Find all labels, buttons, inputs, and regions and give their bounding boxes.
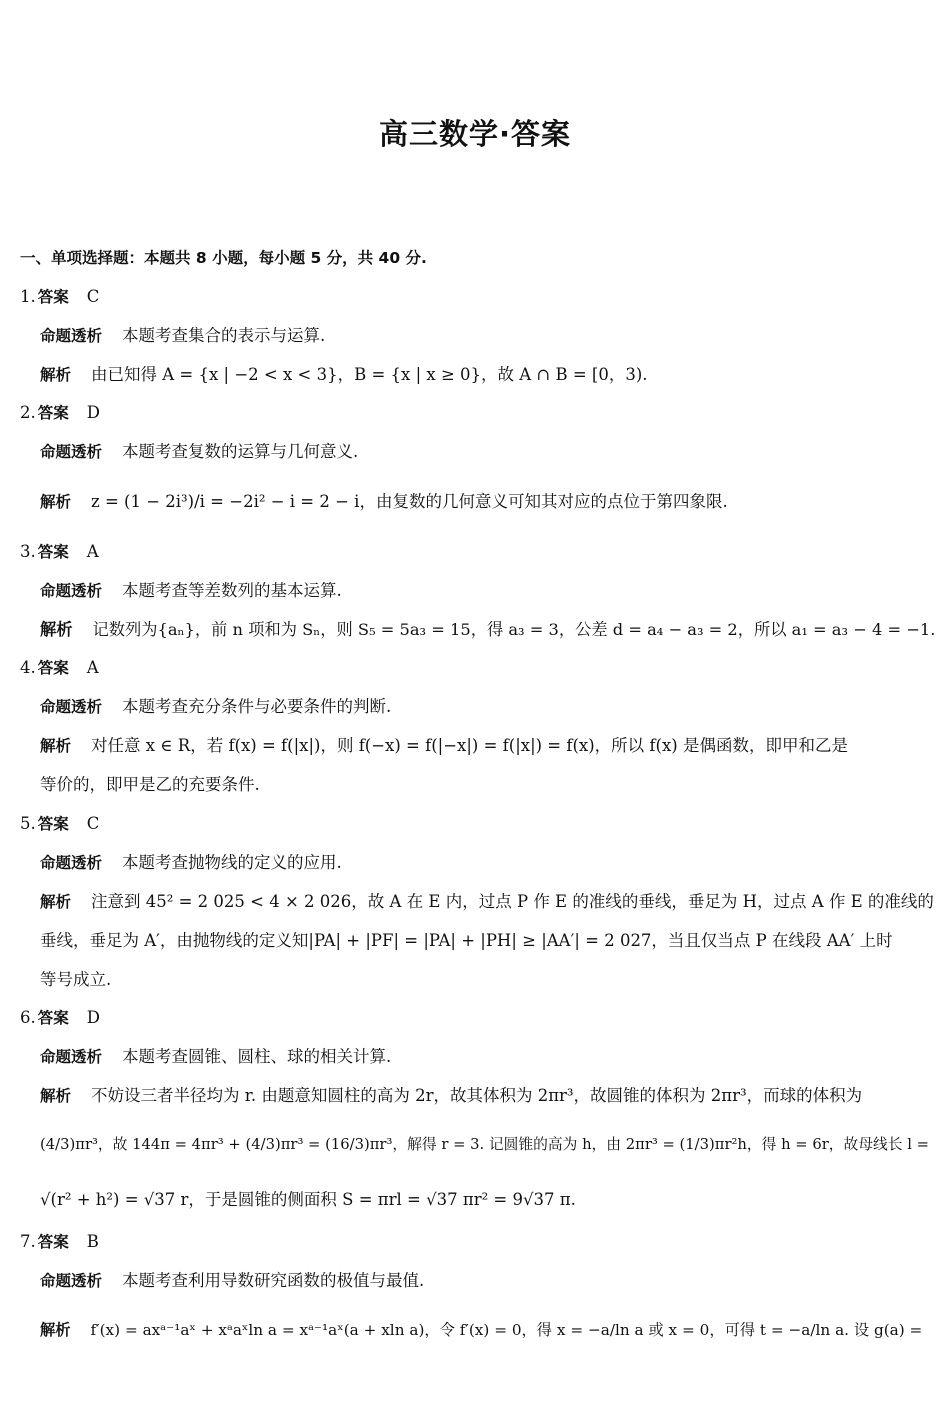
- question-number: 2.: [20, 403, 36, 422]
- question-3-intent: [40, 579, 342, 603]
- intent-label: 命题透析: [40, 698, 103, 716]
- analysis-text: 注意到 45² = 2 025 < 4 × 2 026，故 A 在 E 内，过点 P 作 E 的准线的垂线，垂足为 H，过点 A 作 E 的准线的: [91, 892, 934, 911]
- answer-value: D: [86, 403, 100, 422]
- question-5-intent: [40, 851, 342, 875]
- question-7-intent: [40, 1269, 424, 1293]
- answer-label: 答案: [37, 404, 69, 422]
- question-number: 1.: [20, 287, 36, 306]
- intent-text: 本题考查充分条件与必要条件的判断.: [122, 697, 392, 716]
- question-6-analysis-continued: √(r² + h²) = √37 r，于是圆锥的侧面积 S = πrl = √37 πr² = 9√37 π.: [40, 1190, 576, 1209]
- answer-label: 答案: [37, 659, 69, 677]
- question-5-answer-line: [20, 812, 99, 836]
- question-2-analysis: [40, 490, 728, 514]
- question-4-intent: [40, 695, 391, 719]
- question-5-analysis-continued: 等号成立.: [40, 970, 112, 989]
- question-4-analysis: [40, 734, 848, 758]
- analysis-label: 解析: [40, 493, 72, 511]
- answer-value: C: [86, 287, 100, 306]
- question-1-answer-line: [20, 285, 99, 309]
- intent-text: 本题考查等差数列的基本运算.: [122, 581, 342, 600]
- page-cut-off-region: [0, 1312, 950, 1338]
- question-1-intent: [40, 324, 325, 348]
- answer-label: 答案: [37, 1009, 69, 1027]
- intent-label: 命题透析: [40, 582, 103, 600]
- question-number: 3.: [20, 542, 36, 561]
- analysis-label: 解析: [40, 1321, 71, 1338]
- question-3-answer-line: [20, 540, 99, 564]
- section-heading: 一、单项选择题：本题共 8 小题，每小题 5 分，共 40 分.: [20, 249, 427, 267]
- intent-label: 命题透析: [40, 1272, 103, 1290]
- intent-text: 本题考查利用导数研究函数的极值与最值.: [122, 1271, 425, 1290]
- answer-value: D: [86, 1008, 100, 1027]
- analysis-text: f′(x) = axᵃ⁻¹aˣ + xᵃaˣln a = xᵃ⁻¹aˣ(a + xln a)，令 f′(x) = 0，得 x = −a/ln a 或 x = 0，可得 t = −a/ln a. 设 g(a) =: [90, 1321, 923, 1338]
- question-4-analysis-continued: 等价的，即甲是乙的充要条件.: [40, 775, 260, 794]
- analysis-text: 记数列为{aₙ}，前 n 项和为 Sₙ，则 S₅ = 5a₃ = 15，得 a₃ = 3，公差 d = a₄ − a₃ = 2，所以 a₁ = a₃ − 4 = −1.: [92, 620, 936, 639]
- question-5-analysis-continued: 垂线，垂足为 A′，由抛物线的定义知|PA| + |PF| = |PA| + |PH| ≥ |AA′| = 2 027，当且仅当点 P 在线段 AA′ 上时: [40, 931, 893, 950]
- question-6-answer-line: [20, 1006, 100, 1030]
- intent-text: 本题考查集合的表示与运算.: [122, 326, 326, 345]
- intent-text: 本题考查复数的运算与几何意义.: [122, 442, 359, 461]
- question-3-analysis: [40, 618, 935, 642]
- question-7-analysis: [40, 1318, 922, 1338]
- intent-text: 本题考查圆锥、圆柱、球的相关计算.: [122, 1047, 392, 1066]
- answer-label: 答案: [37, 543, 69, 561]
- question-7-answer-line: [20, 1230, 99, 1254]
- intent-text: 本题考查抛物线的定义的应用.: [122, 853, 342, 872]
- answer-value: A: [86, 658, 99, 677]
- question-6-intent: [40, 1045, 391, 1069]
- question-5-analysis: [40, 890, 934, 914]
- question-4-answer-line: [20, 656, 99, 680]
- question-6-analysis: [40, 1084, 862, 1108]
- answer-label: 答案: [37, 1233, 69, 1251]
- analysis-text: z = (1 − 2i³)/i = −2i² − i = 2 − i，由复数的几何意义可知其对应的点位于第四象限.: [91, 492, 728, 511]
- question-6-analysis-continued: (4/3)πr³，故 144π = 4πr³ + (4/3)πr³ = (16/3)πr³，解得 r = 3. 记圆锥的高为 h，由 2πr³ = (1/3)πr²h，得 h = 6r，故母线长 l =: [40, 1136, 929, 1153]
- answer-label: 答案: [37, 288, 69, 306]
- analysis-label: 解析: [40, 620, 73, 639]
- question-number: 6.: [20, 1008, 36, 1027]
- question-number: 4.: [20, 658, 36, 677]
- intent-label: 命题透析: [40, 443, 103, 461]
- page-title: 高三数学·答案: [378, 117, 572, 151]
- analysis-label: 解析: [40, 737, 72, 755]
- analysis-label: 解析: [40, 893, 72, 911]
- analysis-label: 解析: [40, 1087, 72, 1105]
- analysis-text: 对任意 x ∈ R，若 f(x) = f(|x|)，则 f(−x) = f(|−x|) = f(|x|) = f(x)，所以 f(x) 是偶函数，即甲和乙是: [91, 736, 848, 755]
- analysis-label: 解析: [40, 366, 72, 384]
- intent-label: 命题透析: [40, 1048, 103, 1066]
- question-number: 7.: [20, 1232, 36, 1251]
- analysis-text: 由已知得 A = {x | −2 < x < 3}，B = {x | x ≥ 0}，故 A ∩ B = [0，3).: [91, 365, 648, 384]
- answer-value: B: [86, 1232, 99, 1251]
- answer-value: C: [86, 814, 100, 833]
- analysis-text: 不妨设三者半径均为 r. 由题意知圆柱的高为 2r，故其体积为 2πr³，故圆锥的体积为 2πr³，而球的体积为: [91, 1086, 863, 1105]
- intent-label: 命题透析: [40, 327, 103, 345]
- question-number: 5.: [20, 814, 36, 833]
- question-2-intent: [40, 440, 358, 464]
- answer-value: A: [86, 542, 99, 561]
- intent-label: 命题透析: [40, 854, 103, 872]
- question-2-answer-line: [20, 401, 100, 425]
- question-1-analysis: [40, 363, 648, 387]
- answer-label: 答案: [37, 815, 69, 833]
